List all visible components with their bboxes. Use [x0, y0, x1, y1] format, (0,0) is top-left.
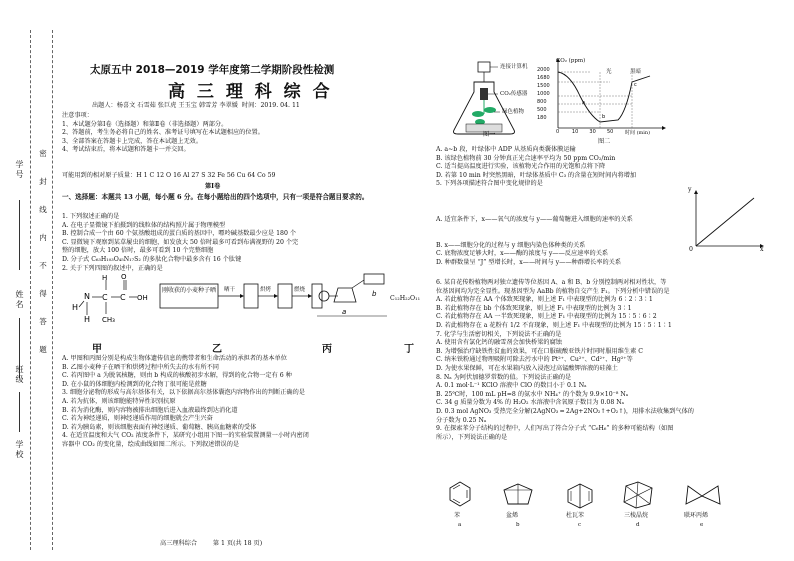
q1-stem: 1. 下列叙述正确的是 — [62, 213, 120, 220]
note-item: 1、本试题分第Ⅰ卷（选择题）和第Ⅱ卷（非选择题）两部分。 — [62, 120, 228, 128]
svg-text:H: H — [102, 274, 108, 282]
q5-option-d: D. 种群数量呈 “J” 型增长时，x——时间与 y——种群增长率的关系 — [436, 258, 622, 266]
fig-yi-step1: 晒干 — [224, 287, 236, 293]
fig-jia-label: 甲 — [92, 344, 102, 355]
svg-text:H: H — [72, 303, 79, 312]
q1-option-b: B. 控制合成一个由 60 个氨基酸组成的蛋白质的基因中，嘌呤碱基数最少应是 180 个 — [62, 230, 297, 238]
fig2-xtick: 0 — [556, 129, 560, 135]
q2-stem: 2. 关于下列四图的叙述中，正确的是 — [62, 264, 163, 272]
q4-option-b: B. 该绿色植物前 30 分钟真正光合速率平均为 50 ppm CO₂/min — [436, 154, 616, 162]
seal-char: 答 — [39, 317, 47, 326]
fig2-co2-chart — [540, 56, 670, 138]
svg-text:C: C — [120, 293, 126, 302]
seal-char: 密 — [39, 149, 47, 158]
benzvalene-structure — [504, 484, 532, 504]
q3-option-a: A. 若为抗体，则该细胞能特异性识别抗原 — [62, 397, 176, 405]
question-1 — [62, 213, 298, 273]
q5-stem: 5. 下列各项描述符合图中变化规律的是 — [436, 180, 543, 188]
fig-ding-formula: C₁₂H₂₂O₁₁ — [390, 295, 421, 302]
seal-char: 线 — [39, 205, 47, 214]
school-title: 太原五中 2018—2019 学年度第二学期阶段性检测 — [90, 64, 335, 76]
q5-axis-y: y — [688, 186, 692, 193]
q7-option-c: C. 纳米铁粉通过物理吸附可除去污水中的 Pt²⁺、Cu²⁺、Cd²⁺、Hg²⁺等 — [436, 356, 633, 364]
benzene-structure — [450, 482, 470, 506]
part1-intro: 一、选择题：本题共 13 小题，每小题 6 分。在每小题给出的四个选项中，只有一项是符合题目要求的。 — [62, 193, 369, 201]
q1-option-c: C. 显微镜下观察到某草履虫的细胞，如发放大 50 倍时最多可看到布满视野的 20 个完 — [62, 238, 299, 246]
q9-tag-a: a — [458, 522, 462, 528]
fig2-ytick: 1500 — [537, 83, 550, 89]
q8-option-d: D. 0.3 mol AgNO₃ 受热完全分解(2AgNO₃ ═ 2Ag+2NO₂↑+O₂↑)，用排水法收集到气体的 — [436, 407, 694, 415]
prismane-structure — [624, 482, 652, 508]
q4-option-a: A. a~b 段，叶绿体中 ADP 从基质向类囊体膜运输 — [436, 146, 576, 153]
q3-option-b: B. 若为消化酶，则内容物被排出细胞后进入血液最终到达消化道 — [62, 406, 238, 414]
q1-option-d: D. 分子式 C₆₃H₁₀₃O₄₅N₁₇S₂ 的多肽化合物中最多含有 16 个肽键 — [62, 255, 242, 263]
q8-option-c: C. 34 g 质量分数为 4% 的 H₂O₂ 水溶液中含氧原子数目为 0.08 Nₐ — [436, 399, 625, 407]
seal-char: 题 — [39, 345, 47, 354]
svg-text:b: b — [372, 290, 377, 298]
q1-option-c-cont: 整的细胞，放大 100 倍时，最多可看到 10 个完整细胞 — [62, 247, 214, 255]
fig1-caption: 图一 — [483, 131, 496, 138]
q9-tag-b: b — [516, 522, 520, 528]
fig2-mark-dark: 黑暗 — [630, 69, 642, 75]
fig2-ytick: 800 — [537, 99, 547, 105]
q8-option-a: A. 0.1 mol·L⁻¹ KClO 溶液中 ClO 的数目小于 0.1 Nₐ — [436, 382, 587, 390]
fig2-ylabel: CO₂ (ppm) — [556, 58, 586, 64]
fig2-ytick: 500 — [537, 107, 547, 113]
margin-underline-class — [19, 392, 20, 432]
q7-option-a: A. 使用含有氯化钙的融雪剂会加快桥梁的腐蚀 — [436, 339, 562, 347]
q2-option-a: A. 甲图和丙图分别是构成生物体遗传信息的携带者和生命活动的承担者的基本单位 — [62, 355, 287, 362]
q6-option-d: D. 若此植物存在 a 花粉有 1/2 不育现象，则上述 F₁ 中表现型的比例为 15∶5∶1∶1 — [436, 321, 672, 329]
seal-char: 内 — [39, 233, 47, 242]
q9-structures — [440, 478, 760, 514]
right-q6-q9 — [436, 279, 694, 442]
fig2-xticks — [556, 129, 613, 135]
notes-title: 注意事项： — [62, 112, 93, 119]
right-q4-q5 — [436, 146, 636, 189]
fig-jia-structure — [72, 273, 148, 324]
q6-option-b: B. 若此植物存在 bb 个体致死现象，则上述 F₁ 中表现型的比例为 3∶1 — [436, 304, 632, 312]
footer-subject: 高三理科综合 — [160, 540, 198, 547]
q2-option-c: C. 若丙图中 a 为脱氧核糖，则由 b 构成的核酸初步水解，得到的化合物一定有 6 种 — [62, 372, 292, 380]
question-2-3-4 — [62, 355, 309, 450]
fig-bing-label: 丙 — [322, 344, 332, 355]
fig2-ytick: 1000 — [537, 91, 550, 97]
fig1-label-sensor: CO₂传感器 — [500, 91, 528, 97]
exam-date: 时间：2019. 04. 11 — [241, 102, 300, 109]
q6-stem-cont: 位基因间均为完全显性。现基因型为 AaBb 的植物自交产生 F₁。下列分析中错误的是 — [436, 287, 670, 295]
q5-option-a: A. 适宜条件下，x——氧气的浓度与 y——葡萄糖进入细胞的速率的关系 — [436, 216, 633, 223]
q9-tag-d: d — [636, 522, 640, 528]
fig2-xlabel: 时间 (min) — [625, 130, 651, 136]
q9-stem: 9. 在探索苯分子结构的过程中，人们写出了符合分子式 “C₆H₆” 的多种可能结构（如图 — [436, 425, 674, 433]
fig2-mark-light: 光 — [606, 69, 612, 75]
fig2-ytick: 1680 — [537, 75, 550, 81]
q3-option-d: D. 若为胰岛素，则该细胞表面有神经递质、葡萄糖、胰高血糖素的受体 — [62, 423, 257, 431]
svg-text:b: b — [602, 114, 606, 120]
q6-option-a: A. 若此植物存在 AA 个体致死现象，则上述 F₁ 中表现型的比例为 6∶2∶3∶1 — [436, 296, 653, 304]
fig1-label-plant: 绿色植物 — [502, 109, 525, 115]
fig2-xtick: 10 — [571, 129, 579, 135]
q9-label-benzvalene: 盆烯 — [506, 512, 519, 519]
q2-option-d: D. 在小鼠的体细胞内检测到的化合物丁很可能是蔗糖 — [62, 380, 207, 388]
q3-stem: 3. 细胞分泌物的形成与高尔基体有关，以下依据高尔基体囊泡内容物作出的判断正确的是 — [62, 389, 305, 397]
q5-axis-x: x — [760, 246, 764, 253]
q1-option-a: A. 在电子显微镜下拍摄到的线粒体的结构照片属于物理模型 — [62, 221, 226, 229]
fig-ding-label: 丁 — [404, 344, 414, 355]
q5-option-c: C. 底物浓度足够大时，x——酶的浓度与 y——反应速率的关系 — [436, 250, 609, 258]
binding-line-outer — [30, 30, 31, 550]
note-item: 4、考试结束后，将本试题和答题卡一并交回。 — [62, 146, 190, 154]
fig-bing-nucleotide — [317, 274, 387, 316]
dewar-benzene-structure — [568, 484, 592, 508]
fig2-ytick: 180 — [537, 115, 547, 121]
q9-label-dewar: 杜瓦苯 — [566, 512, 585, 519]
q6-stem: 6. 某自花传粉植物两对独立遗传等位基因 A、a 和 B、b 分别控制两对相对性状，等 — [436, 279, 667, 286]
svg-text:H: H — [84, 315, 91, 324]
svg-text:N: N — [84, 292, 90, 301]
q8-option-b: B. 25℃时，100 mL pH=8 的氨水中 NH₄⁺ 的个数为 9.9×10⁻⁸ Nₐ — [436, 390, 629, 398]
authors-line — [92, 102, 300, 111]
q9-tag-e: e — [700, 522, 704, 528]
fig-yi-step3: 燃烧 — [294, 287, 306, 293]
binding-line — [52, 30, 53, 550]
seal-char: 不 — [39, 261, 47, 270]
q6-option-c: C. 若此植物存在 AA 一半致死现象，则上述 F₁ 中表现型的比例为 15∶5∶6∶2 — [436, 313, 657, 321]
fig2-ytick: 2000 — [537, 67, 550, 73]
q2-option-b: B. 乙图小麦种子在晒干和烘烤过程中所失去的水有所不同 — [62, 363, 219, 371]
svg-text:a: a — [582, 100, 586, 106]
fig2-yticks — [537, 66, 550, 122]
q4-stem: 4. 在适宜温度和大气 CO₂ 浓度条件下，某研究小组用下图一的实验装置测量一小时内密闭 — [62, 432, 309, 440]
q3-option-c: C. 若为神经递质，则神经递质作用的细胞就会产生兴奋 — [62, 415, 213, 423]
q8-option-d-cont: 分子数为 0.25 Nₐ — [436, 416, 487, 424]
footer-page: 第 1 页(共 18 页) — [212, 540, 263, 547]
q7-stem: 7. 化学与生活密切相关，下列说法不正确的是 — [436, 330, 562, 338]
q4-stem-cont: 容器中 CO₂ 的变化量，绘成曲线如图二所示。下列叙述错误的是 — [62, 440, 240, 448]
footer — [160, 540, 262, 549]
q2-figures — [62, 272, 432, 354]
right-q5-options — [436, 216, 633, 267]
margin-label-class: 班级 — [15, 365, 24, 385]
q9-stem-cont: 所示），下列说法正确的是 — [436, 433, 508, 441]
q4-option-d: D. 若第 10 min 时突然黑暗，叶绿体基质中 C₃ 的含量在短时间内将增加 — [436, 171, 637, 179]
seal-char: 封 — [39, 177, 47, 186]
q7-option-d: D. 为使水果保鲜，可在水果箱内放入浸泡过高锰酸钾溶液的硅藻土 — [436, 364, 618, 372]
fig-yi-box-label: 刚收获的小麦种子晒 — [162, 287, 217, 294]
fig-yi-step2: 烘烤 — [260, 287, 272, 293]
bicyclopropenyl-structure — [686, 486, 720, 504]
note-item: 3、全部答案在答题卡上完成，答在本试题上无效。 — [62, 137, 203, 145]
note-item: 2、答题前，考生务必将自己的姓名、准考证号填写在本试题相应的位置。 — [62, 129, 264, 137]
notes — [62, 112, 264, 155]
svg-text:OH: OH — [137, 294, 148, 302]
fig2-xtick: 30 — [589, 129, 596, 135]
q5-graph — [686, 188, 766, 256]
q5-origin: 0 — [689, 246, 693, 253]
atomic-masses: 可能用到的相对原子质量：H 1 C 12 O 16 Al 27 S 32 Fe 56 Cu 64 Co 59 — [62, 172, 276, 179]
fig1-label-computer: 连接计算机 — [500, 64, 528, 70]
section-heading: 第Ⅰ卷 — [205, 183, 221, 190]
margin-label-student-id: 学号 — [15, 160, 24, 180]
svg-text:O: O — [121, 273, 127, 281]
fig2-caption: 图二 — [598, 138, 611, 145]
fig2-xtick: 50 — [606, 129, 614, 135]
fig-yi-label: 乙 — [212, 344, 222, 355]
q9-label-bicyclopropenyl: 联环丙烯 — [684, 512, 709, 519]
seal-char: 得 — [39, 289, 47, 298]
svg-text:c: c — [634, 82, 637, 88]
svg-text:CH₃: CH₃ — [102, 316, 115, 324]
q9-label-prismane: 三棱晶烷 — [624, 512, 649, 519]
seal-chars — [37, 140, 49, 364]
q8-stem: 8. Nₐ 为阿伏加德罗常数的值。下列说法正确的是 — [436, 373, 572, 381]
q4-option-c: C. 适当提高温度进行实验，该植物光合作用的光饱和点将下降 — [436, 163, 606, 171]
svg-text:a: a — [342, 308, 347, 316]
margin-label-school: 学校 — [15, 440, 24, 460]
exam-title: 高 三 理 科 综 合 — [168, 82, 333, 102]
authors: 出题人：杨喜文 石雪茹 张巨虎 王玉宝 韩雪芳 李翠媛 — [92, 102, 238, 109]
margin-underline-student-id — [19, 200, 20, 270]
q7-option-b: B. 为增强治疗缺铁性贫血的效果，可在口服硫酸亚铁片时同时服用维生素 C — [436, 347, 643, 355]
svg-text:C: C — [102, 293, 108, 302]
q9-tag-c: c — [578, 522, 582, 528]
q5-option-b: B. x——细胞分化的过程与 y 细胞内染色体种类的关系 — [436, 241, 586, 249]
q9-label-benzene: 苯 — [454, 512, 461, 519]
margin-label-name: 姓名 — [15, 290, 24, 310]
